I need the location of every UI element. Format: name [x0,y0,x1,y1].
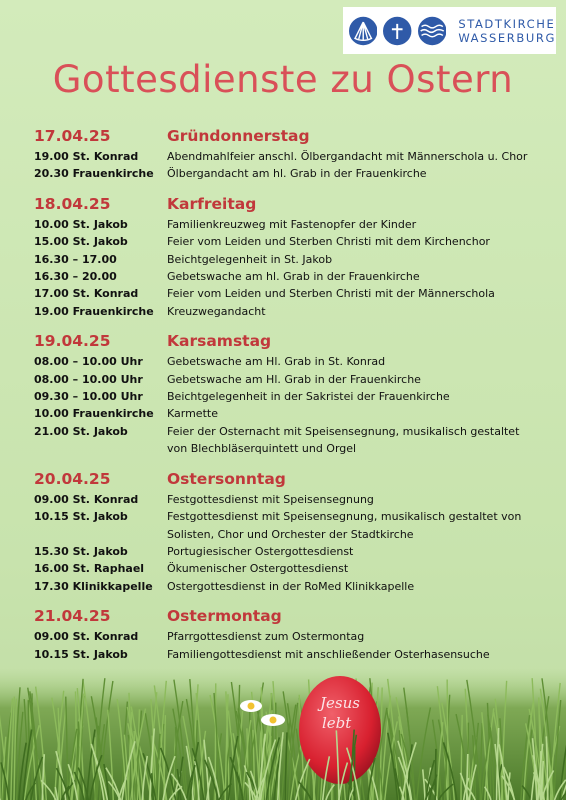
event-description: Feier vom Leiden und Sterben Christi mit dem Kirchenchor [167,235,490,249]
easter-egg [299,676,381,784]
event-description: Festgottesdienst mit Speisensegnung [167,492,374,506]
egg-text-lebt: lebt [322,714,352,732]
poster-title: Gottesdienste zu Ostern [52,58,514,101]
event-row [34,491,534,508]
waves-icon [418,15,446,47]
day-section [34,192,534,320]
event-description: Kreuzwegandacht [167,304,266,318]
event-row [34,508,534,543]
grass-blade [447,679,448,800]
day-date: 19.04.25 [34,332,111,351]
event-description: Festgottesdienst mit Speisensegnung, musikalisch gestaltet von Solisten, Chor und Orchester der Stadtkirche [167,510,522,541]
event-time-location: 09.00 St. Konrad [34,492,139,506]
logo-text [458,17,556,45]
event-time-location: 09.00 St. Konrad [34,630,139,644]
event-time-location: 19.00 Frauenkirche [34,304,154,318]
event-description: Gebetswache am Hl. Grab in St. Konrad [167,355,386,369]
event-description: Karmette [167,407,218,421]
event-row [34,423,534,458]
event-time-location: 17.30 Klinikkapelle [34,579,153,593]
day-name: Ostermontag [167,607,282,626]
event-description: Abendmahlfeier anschl. Ölbergandacht mit Männerschola u. Chor [167,150,528,163]
event-time-location: 15.30 St. Jakob [34,544,128,558]
event-description: Feier vom Leiden und Sterben Christi mit der Männerschola [167,287,495,301]
day-heading [34,192,534,216]
event-description: Pfarrgottesdienst zum Ostermontag [167,630,365,644]
event-row [34,405,534,422]
event-description: Ölbergandacht am hl. Grab in der Frauenkirche [167,167,427,181]
event-time-location: 16.00 St. Raphael [34,562,145,576]
day-section [34,467,534,595]
event-time-location: 09.30 – 10.00 Uhr [34,390,143,404]
event-description: Gebetswache am hl. Grab in der Frauenkirche [167,270,420,284]
grass-meadow-image [0,668,566,800]
event-row [34,268,534,285]
event-time-location: 08.00 – 10.00 Uhr [34,355,143,369]
service-schedule [34,124,534,672]
event-description: Beichtgelegenheit in der Sakristei der Frauenkirche [167,390,450,404]
day-section [34,124,534,183]
event-row [34,628,534,645]
church-logo [343,7,556,54]
egg-text-jesus: Jesus [320,694,360,712]
event-row [34,388,534,405]
day-heading [34,124,534,148]
event-description: Familiengottesdienst mit anschließender Osterhasensuche [167,647,490,661]
day-name: Ostersonntag [167,469,286,488]
event-time-location: 10.00 Frauenkirche [34,407,154,421]
event-row [34,251,534,268]
day-name: Gründonnerstag [167,127,310,145]
event-row [34,303,534,320]
day-date: 21.04.25 [34,607,111,626]
day-heading [34,329,534,353]
event-row [34,233,534,250]
event-description: Familienkreuzweg mit Fastenopfer der Kinder [167,217,417,231]
event-time-location: 10.15 St. Jakob [34,647,128,661]
event-row [34,578,534,595]
event-time-location: 15.00 St. Jakob [34,235,128,249]
event-description: Ökumenischer Ostergottesdienst [167,562,349,576]
event-time-location: 16.30 – 20.00 [34,270,117,284]
event-time-location: 10.00 St. Jakob [34,217,128,231]
logo-line-1: STADTKIRCHE [458,16,556,31]
shell-icon [349,15,377,47]
event-row [34,646,534,663]
event-row [34,353,534,370]
grass-blade [435,749,436,800]
logo-line-2: WASSERBURG [458,30,556,45]
day-date: 20.04.25 [34,469,111,488]
event-row [34,148,534,165]
event-row [34,165,534,182]
day-name: Karsamstag [167,332,272,351]
day-name: Karfreitag [167,194,257,213]
day-date: 17.04.25 [34,127,111,145]
event-time-location: 19.00 St. Konrad [34,150,139,163]
day-section [34,604,534,663]
event-row [34,560,534,577]
day-section [34,329,534,457]
event-row [34,371,534,388]
day-heading [34,467,534,491]
event-row [34,285,534,302]
event-time-location: 16.30 – 17.00 [34,252,117,266]
cross-icon [383,15,411,47]
event-time-location: 10.15 St. Jakob [34,510,128,524]
event-time-location: 17.00 St. Konrad [34,287,139,301]
event-description: Feier der Osternacht mit Speisensegnung, musikalisch gestaltet von Blechbläserquintett und Orgel [167,424,520,456]
event-row [34,543,534,560]
event-time-location: 20.30 Frauenkirche [34,167,154,181]
event-description: Portugiesischer Ostergottesdienst [167,544,354,558]
event-description: Gebetswache am Hl. Grab in der Frauenkirche [167,372,421,386]
day-date: 18.04.25 [34,194,111,213]
day-heading [34,604,534,628]
event-row [34,216,534,233]
event-description: Beichtgelegenheit in St. Jakob [167,252,333,266]
event-description: Ostergottesdienst in der RoMed Klinikkapelle [167,579,415,593]
event-time-location: 21.00 St. Jakob [34,424,128,438]
event-time-location: 08.00 – 10.00 Uhr [34,372,143,386]
